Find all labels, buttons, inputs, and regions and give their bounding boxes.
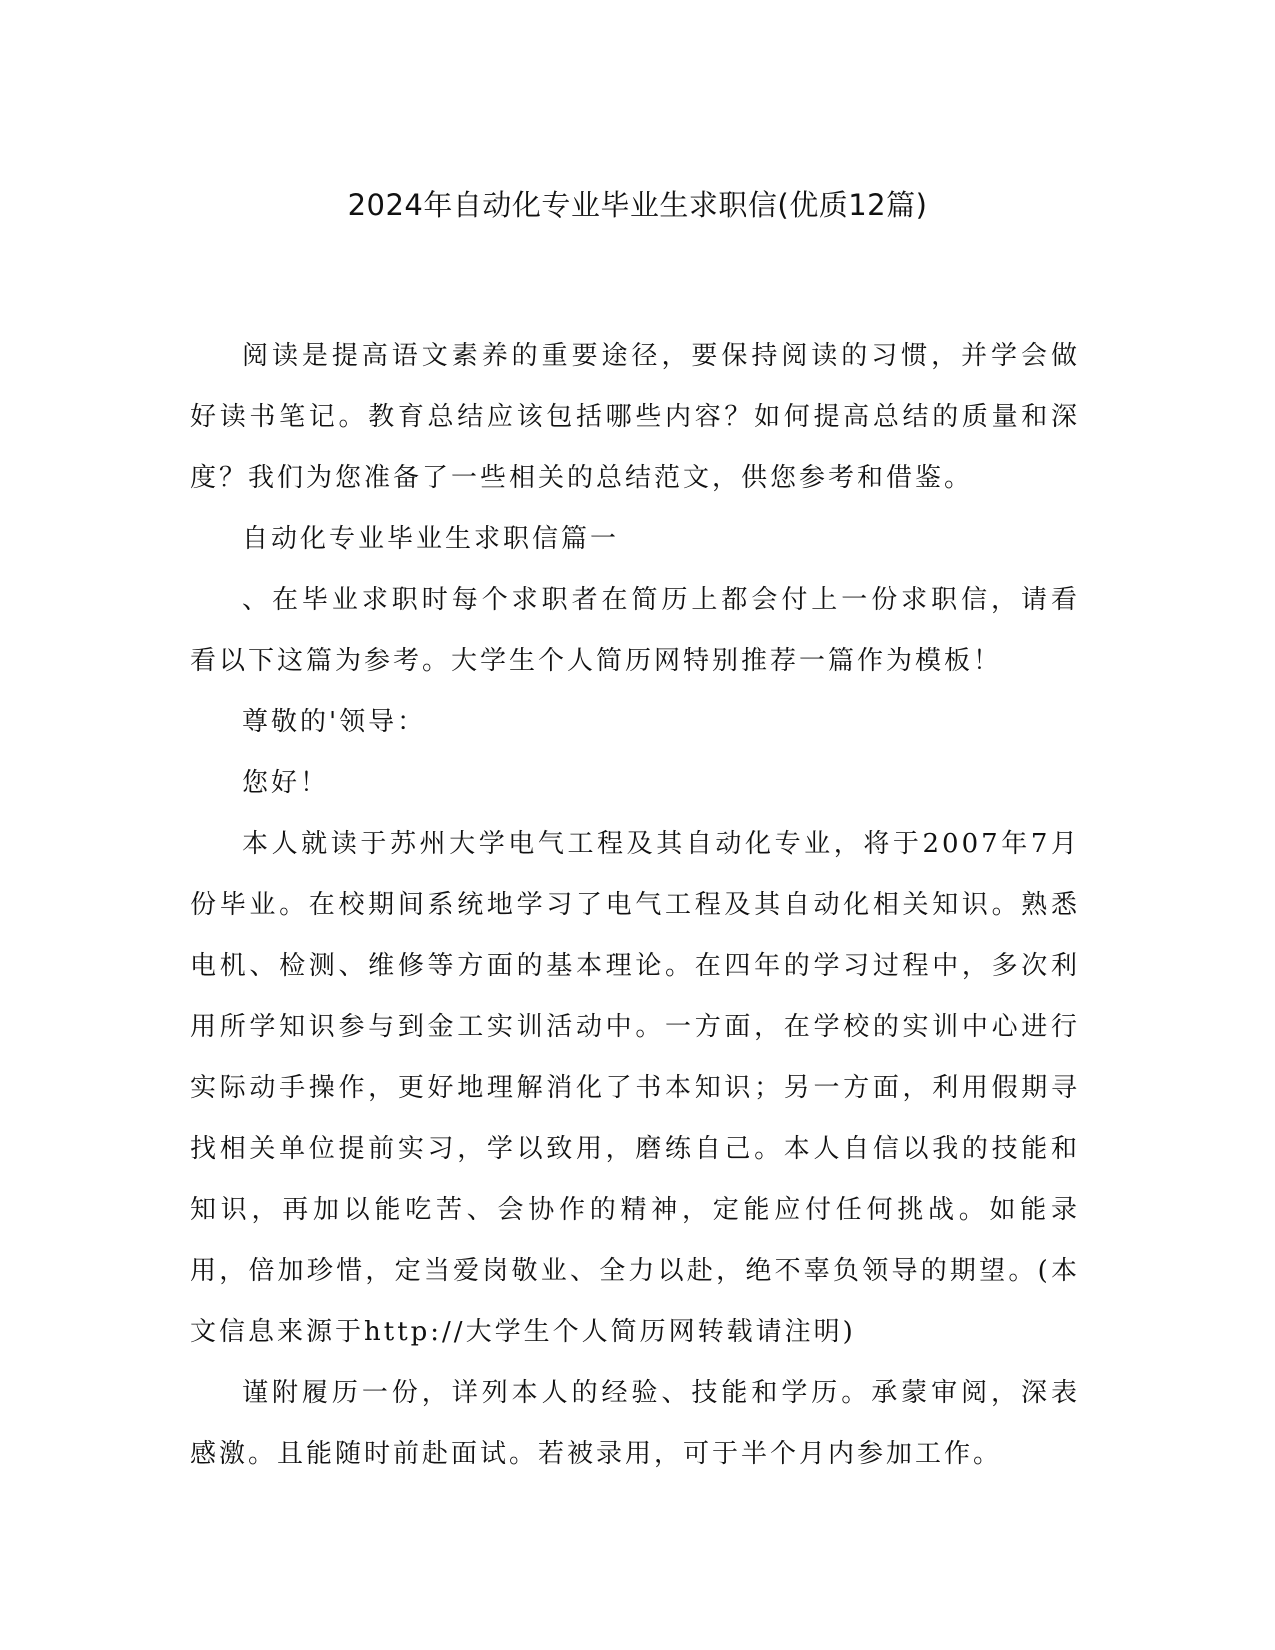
paragraph-preface: 、在毕业求职时每个求职者在简历上都会付上一份求职信，请看看以下这篇为参考。大学生个人简历网特别推荐一篇作为模板！ [190, 585, 1080, 676]
document-body [190, 326, 1080, 1485]
paragraph-intro: 阅读是提高语文素养的重要途径，要保持阅读的习惯，并学会做好读书笔记。教育总结应该包括哪些内容？如何提高总结的质量和深度？我们为您准备了一些相关的总结范文，供您参考和借鉴。 [190, 341, 1080, 493]
paragraph-closing: 谨附履历一份，详列本人的经验、技能和学历。承蒙审阅，深表感激。且能随时前赴面试。若被录用，可于半个月内参加工作。 [190, 1378, 1080, 1469]
paragraph-salutation: 尊敬的'领导： [242, 707, 427, 737]
paragraph-section-heading: 自动化专业毕业生求职信篇一 [242, 524, 620, 554]
document-title: 2024年自动化专业毕业生求职信(优质12篇) [347, 188, 928, 222]
paragraph-greeting: 您好！ [242, 768, 330, 798]
paragraph-self-introduction: 本人就读于苏州大学电气工程及其自动化专业，将于2007年7月份毕业。在校期间系统地学习了电气工程及其自动化相关知识。熟悉电机、检测、维修等方面的基本理论。在四年的学习过程中，多次利用所学知识参与到金工实训活动中。一方面，在学校的实训中心进行实际动手操作，更好地理解消化了书本知识；另一方面，利用假期寻找相关单位提前实习，学以致用，磨练自己。本人自信以我的技能和知识，再加以能吃苦、会协作的精神，定能应付任何挑战。如能录用，倍加珍惜，定当爱岗敬业、全力以赴，绝不辜负领导的期望。(本文信息来源于http://大学生个人简历网转载请注明) [190, 829, 1080, 1347]
